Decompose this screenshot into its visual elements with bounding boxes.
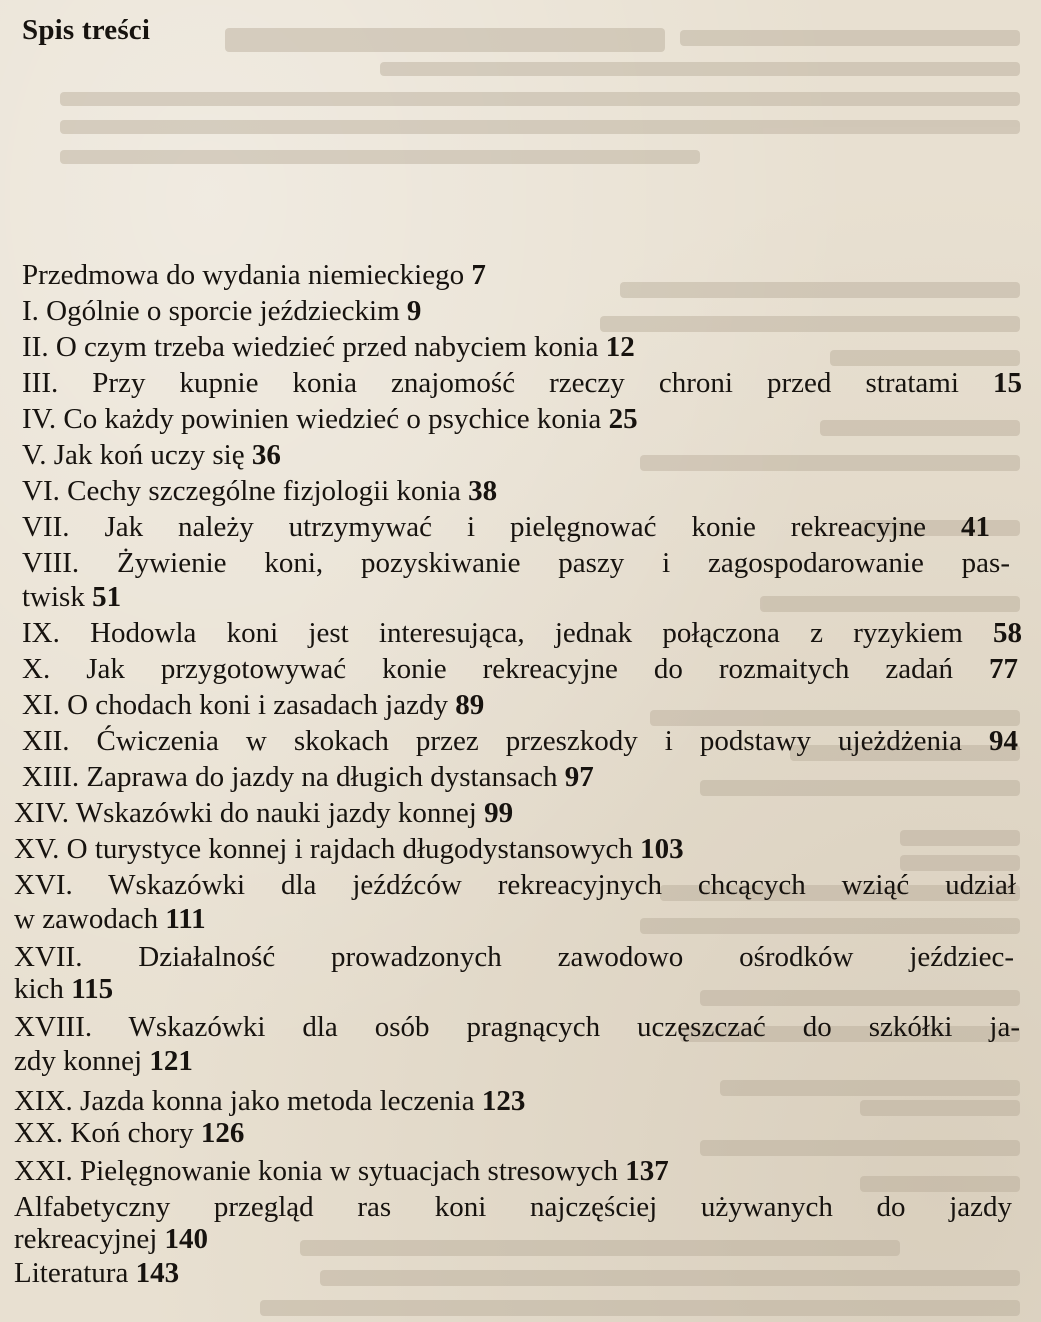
toc-entry [14, 796, 513, 830]
toc-entry-page: 9 [406, 295, 422, 327]
toc-entry [22, 688, 484, 722]
toc-entry-title: XVII. Działalność prowadzonych zawodowo ośrodków jeździec- [14, 941, 1014, 973]
toc-entry-title: Alfabetyczny przegląd ras koni najczęściej używanych do jazdy [14, 1191, 1012, 1223]
toc-entry-title: III. Przy kupnie konia znajomość rzeczy chroni przed stratami [22, 367, 959, 399]
toc-entry-page: 140 [164, 1223, 209, 1255]
toc-entry-page: 99 [484, 797, 514, 829]
toc-entry-title: IX. Hodowla koni jest interesująca, jednak połączona z ryzykiem [22, 617, 963, 649]
toc-entry [22, 760, 594, 794]
toc-entry [14, 1084, 525, 1118]
toc-heading: Spis treści [22, 14, 151, 46]
toc-entry-title: XVI. Wskazówki dla jeźdźców rekreacyjnych chcących wziąć udział [14, 869, 1016, 901]
toc-entry [14, 972, 113, 1006]
toc-entry-title: VIII. Żywienie koni, pozyskiwanie paszy i zagospodarowanie pas- [22, 547, 1010, 579]
toc-entry-title: Literatura [14, 1257, 129, 1289]
toc-entry [22, 258, 486, 292]
toc-entry-title: rekreacyjnej [14, 1223, 158, 1255]
toc-entry-title: X. Jak przygotowywać konie rekreacyjne do rozmaitych zadań [22, 653, 953, 685]
toc-entry-title: twisk [22, 581, 85, 613]
toc-entry-title: XXI. Pielęgnowanie konia w sytuacjach stresowych [14, 1155, 619, 1187]
toc-entry-page: 25 [608, 403, 638, 435]
toc-entry [14, 1154, 669, 1188]
toc-entry [14, 902, 206, 936]
toc-entry [14, 832, 684, 866]
toc-entry [14, 868, 1016, 902]
toc-entry [22, 510, 990, 544]
toc-entry [14, 940, 1014, 974]
toc-entry-title: XIV. Wskazówki do nauki jazdy konnej [14, 797, 477, 829]
toc-entry [22, 724, 1018, 758]
toc-entry [22, 438, 281, 472]
toc-entry-page: 12 [605, 331, 635, 363]
toc-entry [22, 294, 421, 328]
toc-entry [22, 366, 1022, 400]
toc-entry-page: 97 [564, 761, 594, 793]
toc-entry-title: w zawodach [14, 903, 159, 935]
toc-entry-title: I. Ogólnie o sporcie jeździeckim [22, 295, 400, 327]
toc-entry-title: XI. O chodach koni i zasadach jazdy [22, 689, 448, 721]
toc-entry-title: XIX. Jazda konna jako metoda leczenia [14, 1085, 475, 1117]
toc-entry-title: XX. Koń chory [14, 1117, 194, 1149]
toc-entry-title: IV. Co każdy powinien wiedzieć o psychice konia [22, 403, 602, 435]
toc-entry-title: VII. Jak należy utrzymywać i pielęgnować konie rekreacyjne [22, 511, 927, 543]
toc-entry-title: XVIII. Wskazówki dla osób pragnących uczęszczać do szkółki ja- [14, 1011, 1020, 1043]
toc-entry [14, 1256, 179, 1290]
toc-entry-page: 137 [625, 1155, 669, 1187]
toc-entry [22, 546, 1010, 580]
toc-entry-page: 143 [135, 1257, 180, 1289]
toc-entry-title: XV. O turystyce konnej i rajdach długodystansowych [14, 833, 633, 865]
toc-entry-title: Przedmowa do wydania niemieckiego [22, 259, 465, 291]
toc-entry-title: V. Jak koń uczy się [22, 439, 245, 471]
toc-entry [22, 652, 1018, 686]
toc-entry [22, 616, 1022, 650]
toc-entry-page: 77 [989, 653, 1018, 685]
toc-entry-title: VI. Cechy szczególne fizjologii konia [22, 475, 461, 507]
toc-entry-page: 121 [149, 1045, 193, 1077]
toc-entry [14, 1190, 1012, 1224]
toc-entry-page: 51 [92, 581, 122, 613]
toc-entry-page: 94 [989, 725, 1018, 757]
toc-entry-page: 41 [961, 511, 990, 543]
toc-entry [14, 1222, 208, 1256]
toc-entry-page: 36 [251, 439, 281, 471]
toc-entry-page: 103 [640, 833, 684, 865]
toc-entry-page: 58 [993, 617, 1022, 649]
toc-entry-page: 89 [455, 689, 485, 721]
toc-entry-title: zdy konnej [14, 1045, 143, 1077]
toc-entry [14, 1116, 244, 1150]
toc-entry-page: 115 [71, 973, 114, 1005]
toc-entry-page: 126 [200, 1117, 245, 1149]
toc-entry [22, 402, 638, 436]
toc-entry-title: II. O czym trzeba wiedzieć przed nabyciem konia [22, 331, 599, 363]
toc-entry-title: XIII. Zaprawa do jazdy na długich dystansach [22, 761, 558, 793]
toc-entry [22, 474, 497, 508]
toc-entry [14, 1010, 1020, 1044]
toc-entry-page: 7 [471, 259, 486, 291]
toc-entry-page: 38 [468, 475, 498, 507]
toc-entry-title: kich [14, 973, 64, 1005]
toc-entry [14, 1044, 193, 1078]
toc-entry-page: 123 [481, 1085, 526, 1117]
toc-entry-page: 111 [165, 903, 206, 935]
toc-entry-title: XII. Ćwiczenia w skokach przez przeszkody i podstawy ujeżdżenia [22, 725, 962, 757]
toc-entry-page: 15 [993, 367, 1022, 399]
toc-entry [22, 580, 121, 614]
toc-entry [22, 330, 635, 364]
